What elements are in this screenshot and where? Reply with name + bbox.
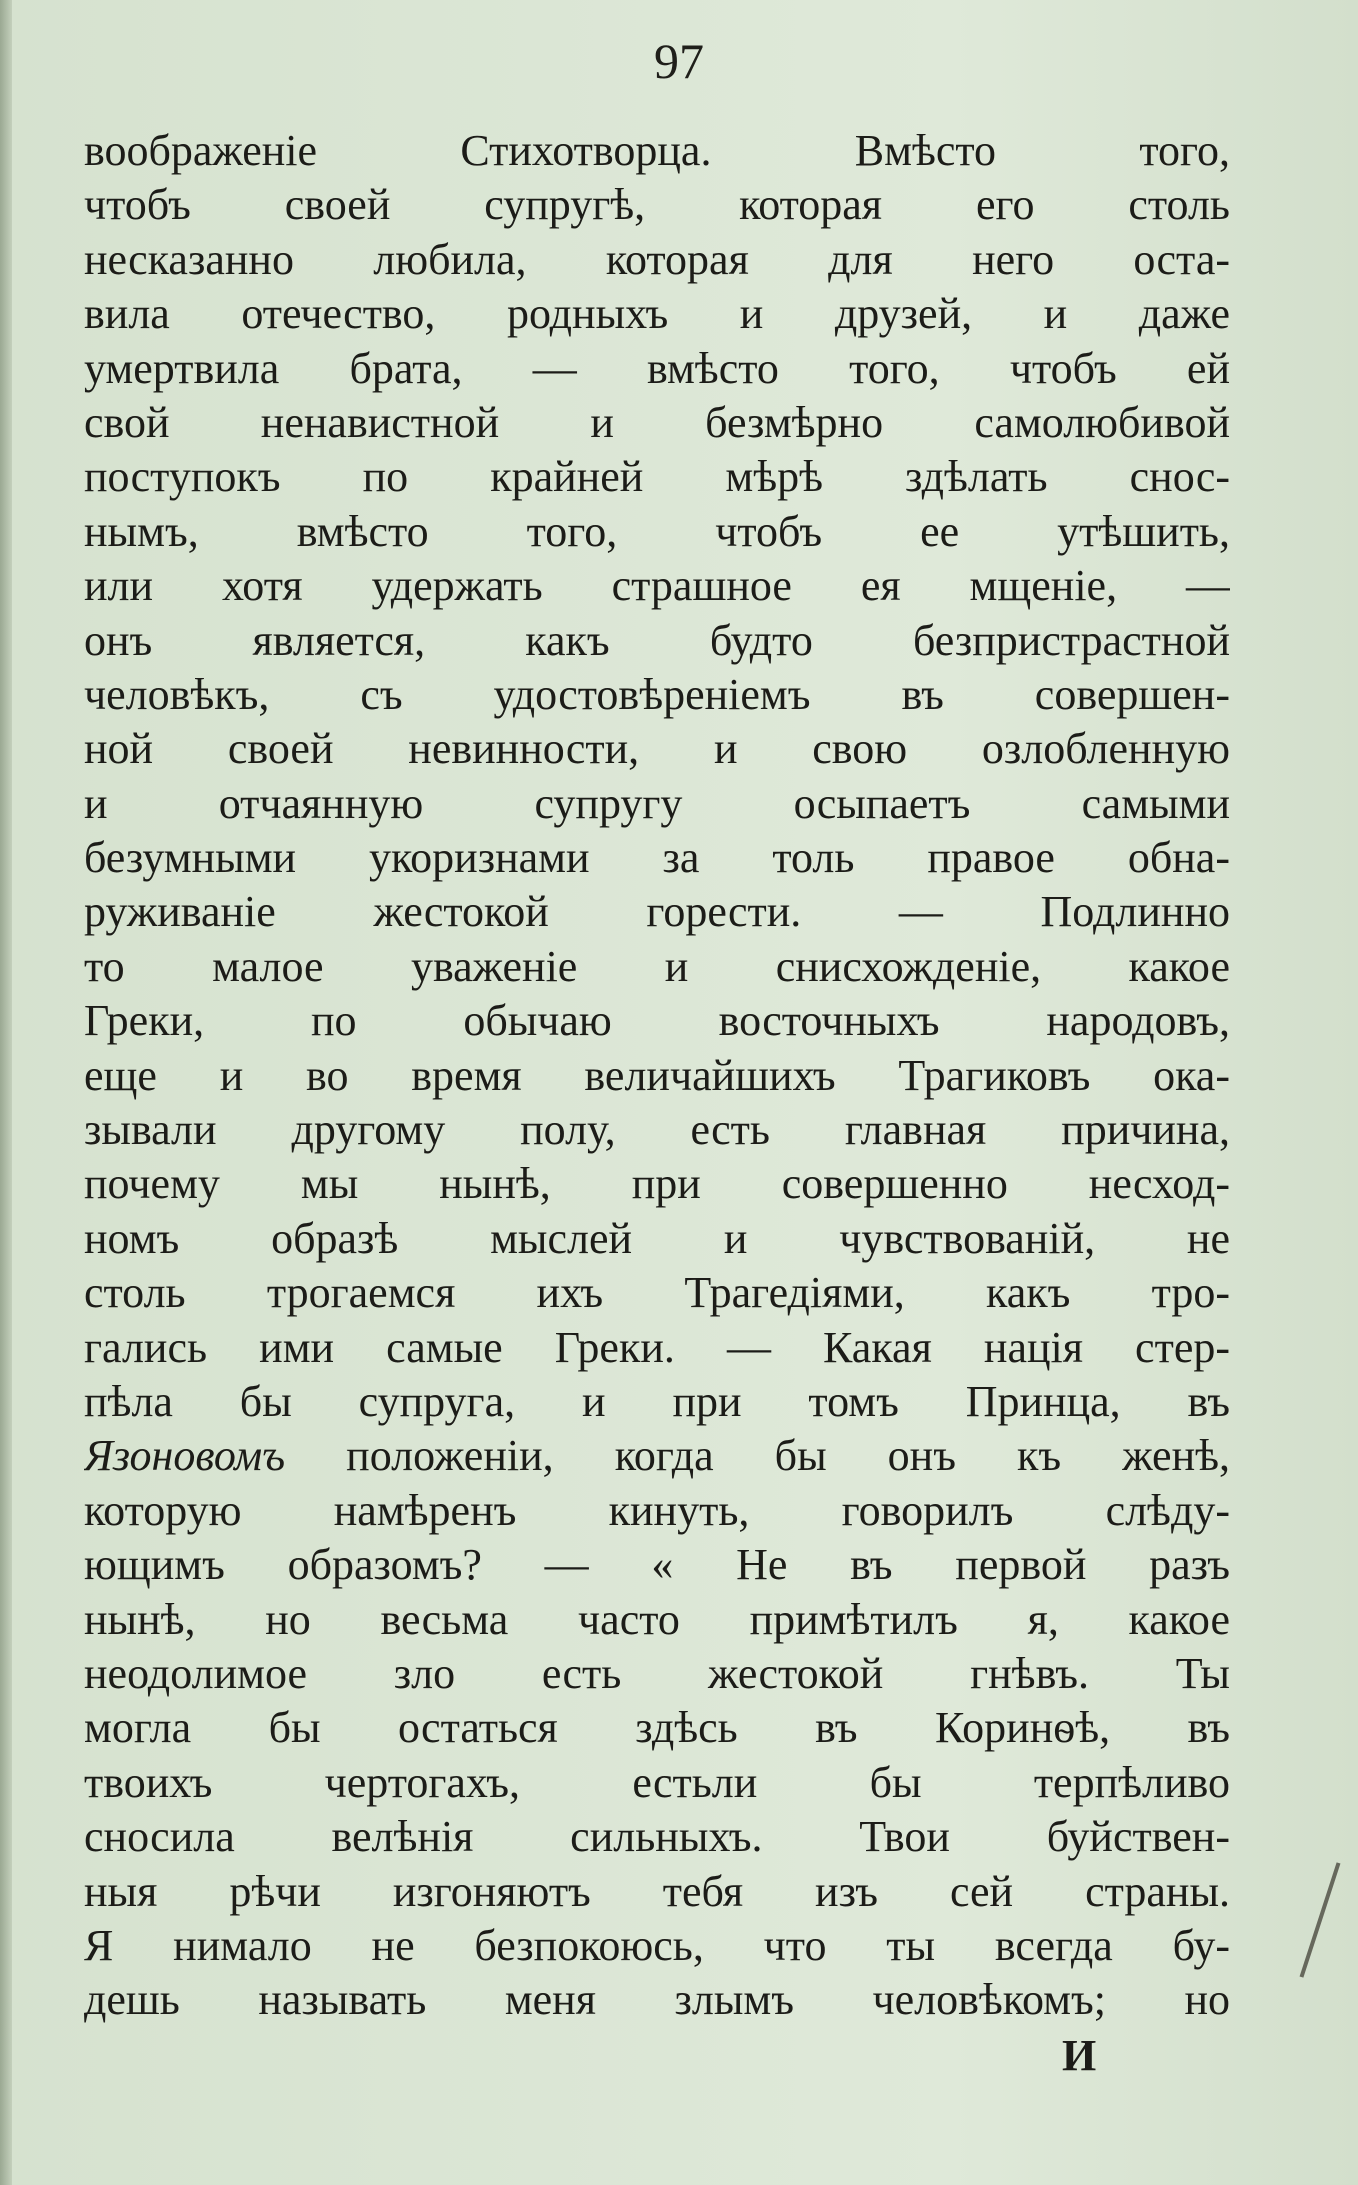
text-line: еще и во время величайшихъ Трагиковъ ока- (84, 1050, 1230, 1100)
catchword: И (1062, 2031, 1097, 2080)
text-line: или хотя удержать страшное ея мщеніе, — (84, 561, 1230, 611)
text-line: и отчаянную супругу осыпаетъ самыми (84, 778, 1230, 828)
text-line: сносила велѣнія сильныхъ. Твои буйствен- (84, 1812, 1230, 1862)
text-line: ныя рѣчи изгоняютъ тебя изъ сей страны. (84, 1866, 1230, 1916)
text-line: номъ образѣ мыслей и чувствованій, не (84, 1213, 1230, 1263)
line-remainder: положеніи, когда бы онъ къ женѣ, (346, 1431, 1230, 1481)
text-line: столь трогаемся ихъ Трагедіями, какъ тро- (84, 1268, 1230, 1318)
text-line: безумными укоризнами за толь правое обна- (84, 833, 1230, 883)
text-line: онъ является, какъ будто безпристрастной (84, 615, 1230, 665)
text-line: человѣкъ, съ удостовѣреніемъ въ совершен- (84, 669, 1230, 719)
text-line: воображеніе Стихотворца. Вмѣсто того, (84, 126, 1230, 175)
text-line: несказанно любила, которая для него оста- (84, 234, 1230, 284)
text-line: поступокъ по крайней мѣрѣ здѣлать снос- (84, 452, 1230, 502)
italic-name-jason: Язоновомъ (84, 1431, 286, 1481)
text-line: нымъ, вмѣсто того, чтобъ ее утѣшить, (84, 506, 1230, 556)
text-line: которую намѣренъ кинуть, говорилъ слѣду- (84, 1485, 1230, 1535)
text-line: пѣла бы супруга, и при томъ Принца, въ (84, 1376, 1230, 1426)
text-line: Греки, по обычаю восточныхъ народовъ, (84, 996, 1230, 1046)
text-line: руживаніе жестокой горести. — Подлинно (84, 887, 1230, 937)
text-line: неодолимое зло есть жестокой гнѣвъ. Ты (84, 1648, 1230, 1698)
text-line: чтобъ своей супругѣ, которая его столь (84, 180, 1230, 230)
page-binding-edge (0, 0, 12, 2185)
text-line: твоихъ чертогахъ, естьли бы терпѣливо (84, 1757, 1230, 1807)
margin-pencil-mark (1300, 1862, 1341, 1977)
text-line: гались ими самые Греки. — Какая нація стер- (84, 1322, 1230, 1372)
text-line: почему мы нынѣ, при совершенно несход- (84, 1159, 1230, 1209)
body-text (84, 124, 1230, 2028)
text-line: нынѣ, но весьма часто примѣтилъ я, какое (84, 1594, 1230, 1644)
text-line: то малое уваженіе и снисхожденіе, какое (84, 941, 1230, 991)
text-line-with-italic (84, 1429, 1230, 1483)
text-line: Я нимало не безпокоюсь, что ты всегда бу- (84, 1920, 1230, 1970)
text-line: могла бы остаться здѣсь въ Коринѳѣ, въ (84, 1703, 1230, 1753)
text-line: дешь называть меня злымъ человѣкомъ; но (84, 1975, 1230, 2025)
page-number: 97 (654, 33, 704, 89)
text-line: ной своей невинности, и свою озлобленную (84, 724, 1230, 774)
text-line: свой ненавистной и безмѣрно самолюбивой (84, 397, 1230, 447)
text-line: зывали другому полу, есть главная причина, (84, 1105, 1230, 1155)
text-line: вила отечество, родныхъ и друзей, и даже (84, 289, 1230, 339)
text-line: умертвила брата, — вмѣсто того, чтобъ ей (84, 343, 1230, 393)
text-line: ющимъ образомъ? — « Не въ первой разъ (84, 1540, 1230, 1590)
